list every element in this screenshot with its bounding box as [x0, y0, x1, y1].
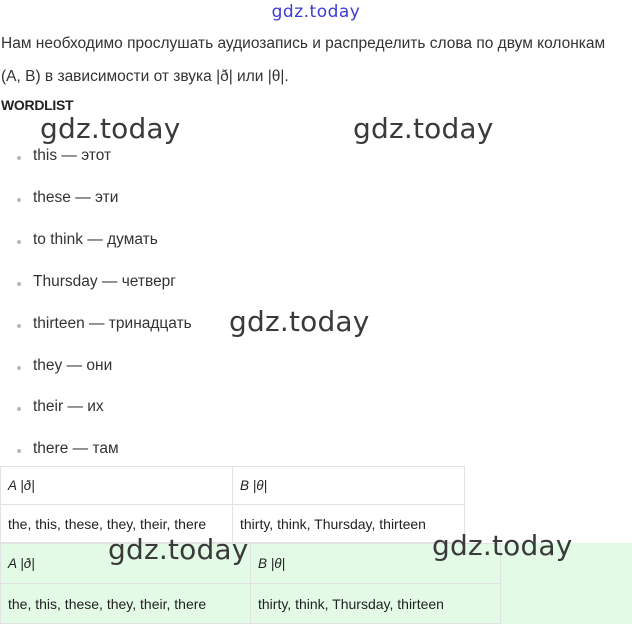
column-a-header: A |ð| [1, 467, 233, 505]
table-row [1, 467, 465, 505]
watermark: gdz.today [432, 529, 573, 562]
table-row [1, 584, 501, 624]
list-item: to think — думать [33, 231, 158, 248]
column-a-header: A |ð| [1, 544, 251, 584]
list-item: their — их [33, 398, 104, 415]
task-description: Нам необходимо прослушать аудиозапись и распределить слова по двум колонкам (А, В) в зависимости от звука |ð| или |θ|. [1, 35, 606, 85]
column-b-words: thirty, think, Thursday, thirteen [251, 584, 501, 624]
list-item: thirteen — тринадцать [33, 315, 192, 332]
list-item: this — этот [33, 147, 112, 164]
column-a-words: the, this, these, they, their, there [1, 584, 251, 624]
watermark: gdz.today [353, 112, 494, 145]
table-row [1, 544, 501, 584]
list-item: these — эти [33, 189, 119, 206]
column-b-header: B |θ| [233, 467, 465, 505]
wordlist-heading: WORDLIST [1, 97, 74, 113]
watermark: gdz.today [229, 305, 370, 338]
watermark: gdz.today [108, 533, 249, 566]
column-b-header: B |θ| [251, 544, 501, 584]
list-item: they — они [33, 357, 113, 374]
column-a-words: the, this, these, they, their, there [1, 505, 233, 543]
column-b-words: thirty, think, Thursday, thirteen [233, 505, 465, 543]
watermark: gdz.today [40, 112, 181, 145]
site-logo[interactable]: gdz.today [271, 2, 361, 22]
answer-table-copy [0, 543, 501, 624]
answer-table [0, 466, 465, 543]
list-item: Thursday — четверг [33, 273, 176, 290]
list-item: there — там [33, 440, 119, 457]
